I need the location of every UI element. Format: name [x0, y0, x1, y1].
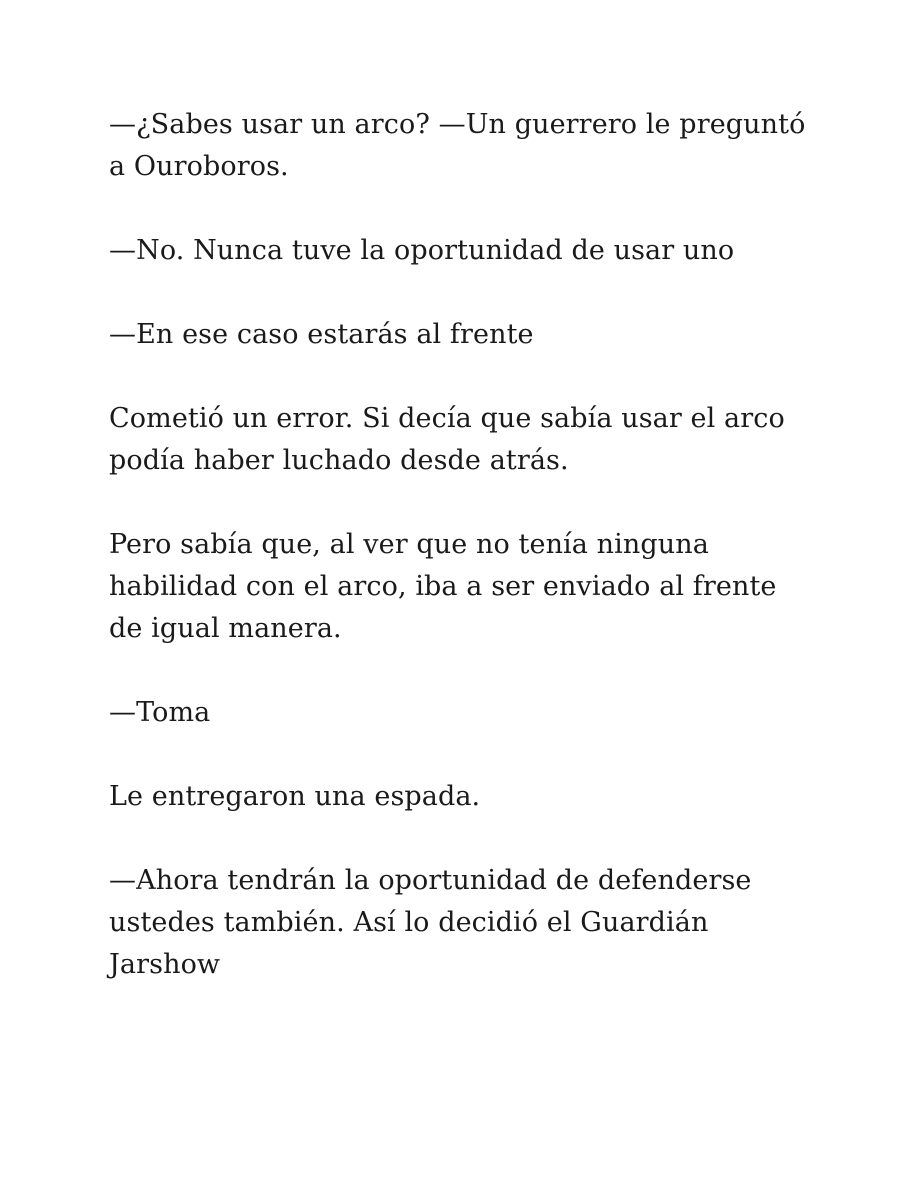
paragraph-bow-question: —¿Sabes usar un arco? —Un guerrero le preguntó a Ouroboros.	[109, 109, 806, 182]
paragraph-mistake: Cometió un error. Si decía que sabía usar el arco podía haber luchado desde atrás.	[109, 403, 785, 476]
paragraph-no-skill: Pero sabía que, al ver que no tenía ninguna habilidad con el arco, iba a ser enviado al frente de igual manera.	[109, 529, 777, 644]
paragraph-guardian-decision: —Ahora tendrán la oportunidad de defenderse ustedes también. Así lo decidió el Guardián Jarshow	[109, 865, 752, 980]
paragraph-take: —Toma	[109, 697, 211, 728]
paragraph-no-opportunity: —No. Nunca tuve la oportunidad de usar uno	[109, 235, 735, 266]
paragraph-front-line: —En ese caso estarás al frente	[109, 319, 534, 350]
story-text	[109, 104, 809, 986]
paragraph-sword: Le entregaron una espada.	[109, 781, 481, 812]
